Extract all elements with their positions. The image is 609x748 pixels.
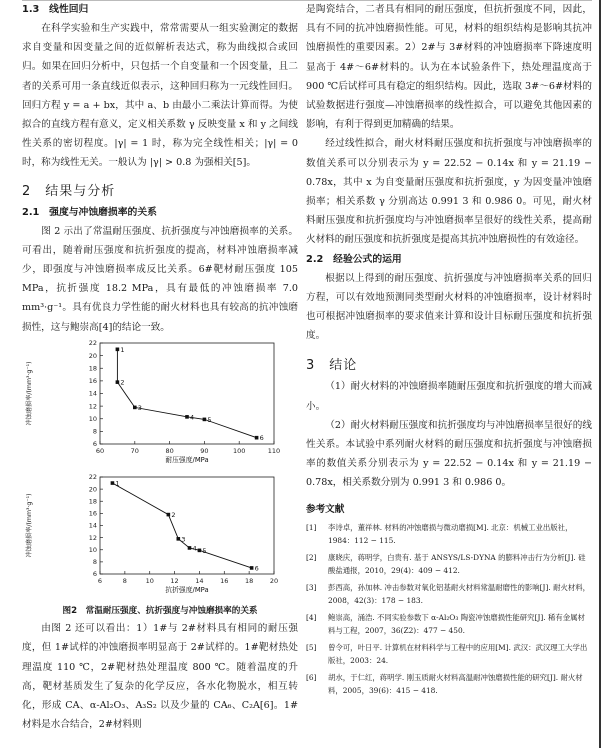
series-line — [117, 349, 256, 437]
conclusion-2: （2）耐火材料耐压强度和抗折强度均与冲蚀磨损率呈很好的线性关系。本试验中系列耐火材料的耐压强度和抗折强度与冲蚀磨损率的数值关系分别表示为 y = 22.52 − 0.14x 和 y = 21.19 − 0.78x，相关系数分别为 0.991 3 和 0.986 0。 — [306, 419, 592, 489]
data-point — [111, 481, 115, 485]
x-tick-label: 16 — [220, 577, 229, 586]
y-tick-label: 18 — [88, 497, 97, 506]
x-tick-label: 100 — [232, 446, 246, 455]
x-tick-label: 14 — [195, 577, 204, 586]
reference-item — [306, 581, 592, 607]
reference-number: [2] — [306, 552, 317, 562]
y-tick-label: 12 — [88, 533, 97, 542]
reference-item — [306, 611, 592, 637]
section-2-2-heading: 2.2 经验公式的运用 — [306, 253, 402, 265]
x-tick-label: 60 — [95, 446, 105, 455]
left-column — [22, 0, 298, 734]
section-3-heading: 3 结论 — [306, 358, 358, 374]
point-label: 1 — [120, 345, 125, 354]
references-heading: 参考文献 — [306, 503, 345, 515]
reference-number: [6] — [306, 672, 317, 682]
section-2-heading: 2 结果与分析 — [22, 183, 116, 199]
point-label: 6 — [254, 564, 259, 573]
regression-paragraph: 在科学实验和生产实践中，常常需要从一组实验测定的数据求自变量和因变量之间的近似解析表达式，称为曲线拟合或回归。如果在回归分析中，只包括一个自变量和一个因变量，且二者的关系可用一条直线近似表示，这种回归称为一元线性回归。回归方程 y = a + bx，其中 a、b 由最小二乘法计算而得。为使拟合的直线方程有意义，定义相关系数 γ 反映变量 x 和 y 之间线性关系的密切程度。|γ| = 1 时，称为完全线性相关；|γ| = 0 时，称为线性无关。一般认为 |γ| > 0.8 为强相关[5]。 — [22, 23, 298, 169]
point-label: 4 — [190, 413, 195, 422]
data-point — [167, 513, 171, 517]
linear-fit-paragraph: 经过线性拟合，耐火材料耐压强度和抗折强度与冲蚀磨损率的数值关系可以分别表示为 y = 22.52 − 0.14x 和 y = 21.19 − 0.78x，其中 x 为自变量耐压强度和抗折强度，y 为因变量冲蚀磨损率；相关系数 γ 分别高达 0.991 3 和 0.986 0。可见，耐火材料耐压强度和抗折强度均与冲蚀磨损率呈很好的线性关系，提高耐火材料的耐压强度和抗折强度是提高其抗冲蚀磨损性的有效途径。 — [306, 138, 592, 246]
references-list — [306, 521, 592, 697]
section-1-3-heading: 1.3 线性回归 — [22, 4, 89, 15]
after-figure-paragraph: 由图 2 还可以看出：1）1#与 2#材料具有相同的耐压强度，但 1#试样的冲蚀磨损率明显高于 2#试样的。1#靶材热处理温度 110 ℃，2#靶材热处理温度 800 ℃。随着温度的升高，靶材基质发生了复杂的化学反应，各水化物脱水，相互转化，形成 CA、α-Al₂O₃、A₃S₂ 以及少量的 CA₆、C₂A[6]。1#材料是水合结合，2#材料则 — [22, 623, 298, 731]
y-tick-label: 22 — [88, 339, 97, 348]
reference-text: 康晓庆，蒋明学，白贵有. 基于 ANSYS/LS-DYNA 的膨料冲击行为分析[J]. 硅酸盐通报，2010，29(4)：409 − 412. — [328, 552, 586, 575]
point-label: 3 — [181, 535, 186, 544]
y-tick-label: 10 — [88, 545, 97, 554]
x-tick-label: 6 — [97, 577, 103, 586]
data-point — [185, 415, 189, 419]
figure-2-caption: 图2 常温耐压强度、抗折强度与冲蚀磨损率的关系 — [62, 606, 258, 617]
data-point — [250, 566, 254, 570]
data-point — [116, 380, 120, 384]
plot-frame — [100, 343, 274, 444]
y-tick-label: 14 — [88, 389, 97, 398]
reference-text: 鲍崇高，涌浩. 不同实验参数下 α-Al₂O₃ 陶瓷冲蚀磨损性能研究[J]. 稀有金属材料与工程，2007，36(Z2)：477 − 450. — [328, 612, 585, 635]
y-tick-label: 6 — [92, 440, 97, 449]
figure-2 — [22, 337, 298, 603]
reference-number: [4] — [306, 612, 317, 622]
continuation-paragraph: 是陶瓷结合，二者具有相同的耐压强度，但抗折强度不同，因此，具有不同的抗冲蚀磨损性能。可见，材料的组织结构是影响其抗冲蚀磨损性的重要因素。2）2#与 3#材料的冲蚀磨损率下降速度明显高于 4#～6#材料的。认为在本试验条件下，热处理温度高于 900 ℃后试样可具有稳定的组织结构。因此，选取 3#～6#材料的试验数据进行强度—冲蚀磨损率的线性拟合，可以避免其他因素的影响，有利于得到更加精确的结果。 — [306, 4, 592, 131]
x-tick-label: 18 — [245, 577, 254, 586]
y-tick-label: 22 — [88, 474, 97, 482]
x-tick-label: 12 — [170, 577, 179, 586]
point-label: 3 — [137, 403, 142, 412]
point-label: 5 — [207, 415, 212, 424]
point-label: 4 — [192, 544, 197, 553]
y-tick-label: 6 — [92, 570, 97, 579]
reference-item — [306, 671, 592, 697]
x-tick-label: 70 — [130, 446, 139, 455]
y-axis-label: 冲蚀磨损率/(mm³·g⁻¹) — [26, 361, 33, 426]
right-column — [306, 0, 592, 701]
point-label: 1 — [115, 479, 120, 488]
data-point — [116, 347, 120, 351]
reference-text: 彭西高，孙加林. 冲击参数对氧化铝基耐火材料常温耐磨性的影响[J]. 耐火材料，2008，42(3)：178 − 183. — [328, 582, 591, 605]
series-line — [112, 483, 251, 568]
y-tick-label: 20 — [88, 485, 97, 494]
x-tick-label: 20 — [269, 577, 279, 586]
x-tick-label: 10 — [145, 577, 154, 586]
y-tick-label: 20 — [88, 351, 97, 360]
y-tick-label: 18 — [88, 364, 97, 373]
x-tick-label: 90 — [200, 446, 209, 455]
x-axis-label: 耐压强度/MPa — [165, 455, 209, 464]
y-tick-label: 16 — [88, 376, 97, 385]
reference-item — [306, 641, 592, 667]
plot-frame — [100, 477, 274, 574]
y-tick-label: 8 — [92, 427, 97, 436]
section-2-1-heading: 2.1 强度与冲蚀磨损率的关系 — [22, 206, 157, 218]
figure-2-discussion: 图 2 示出了常温耐压强度、抗折强度与冲蚀磨损率的关系。可看出，随着耐压强度和抗折强度的提高，材料冲蚀磨损率减少，即强度与冲蚀磨损率成反比关系。6#靶材耐压强度 105 MPa，抗折强度 18.2 MPa，具有最低的冲蚀磨损率 7.0 mm³·g⁻¹。具有优良力学性能的耐火材料也具有较高的抗冲蚀磨损性，这与鲍崇高[4]的结论一致。 — [22, 225, 298, 333]
reference-text: 李诗卓，董祥林. 材料的冲蚀磨损与微动磨损[M]. 北京：机械工业出版社，1984：112 − 115. — [328, 522, 573, 545]
y-tick-label: 12 — [88, 402, 97, 411]
reference-item — [306, 521, 592, 547]
data-point — [203, 417, 207, 421]
y-axis-label: 冲蚀磨损率/(mm³·g⁻¹) — [26, 493, 33, 558]
reference-item — [306, 551, 592, 577]
reference-number: [1] — [306, 522, 317, 532]
reference-number: [3] — [306, 582, 317, 592]
data-point — [198, 549, 202, 553]
x-tick-label: 80 — [165, 446, 174, 455]
y-tick-label: 16 — [88, 509, 97, 518]
x-tick-label: 110 — [267, 446, 281, 455]
page-right-edge — [599, 0, 601, 748]
chart-flexural-strength — [22, 474, 298, 596]
reference-text: 胡水，于仁红，蒋明学. 刚玉质耐火材料高温耐冲蚀磨损性能的研究[J]. 耐火材料，2005，39(6)：415 − 418. — [328, 672, 583, 695]
x-tick-label: 8 — [122, 577, 127, 586]
y-tick-label: 14 — [88, 521, 97, 530]
conclusion-1: （1）耐火材料的冲蚀磨损率随耐压强度和抗折强度的增大而减小。 — [306, 381, 592, 412]
formula-paragraph: 根据以上得到的耐压强度、抗折强度与冲蚀磨损率关系的回归方程，可以有效地预测同类型耐火材料的冲蚀磨损率，设计材料时也可根据冲蚀磨损率的要求值来计算和设计目标耐压强度和抗折强度。 — [306, 272, 592, 342]
data-point — [255, 436, 259, 440]
point-label: 5 — [202, 546, 207, 555]
point-label: 2 — [120, 378, 125, 387]
point-label: 6 — [259, 434, 264, 443]
y-tick-label: 8 — [92, 558, 97, 567]
point-label: 2 — [171, 511, 176, 520]
data-point — [133, 405, 137, 409]
data-point — [188, 546, 192, 550]
reference-text: 曾令可，叶日平. 计算机在材料科学与工程中的应用[M]. 武汉：武汉理工大学出版社，2003：24. — [328, 642, 588, 665]
x-axis-label: 抗折强度/MPa — [165, 586, 209, 595]
reference-number: [5] — [306, 642, 317, 652]
y-tick-label: 10 — [88, 414, 97, 423]
chart-compressive-strength — [22, 337, 298, 467]
data-point — [177, 537, 181, 541]
